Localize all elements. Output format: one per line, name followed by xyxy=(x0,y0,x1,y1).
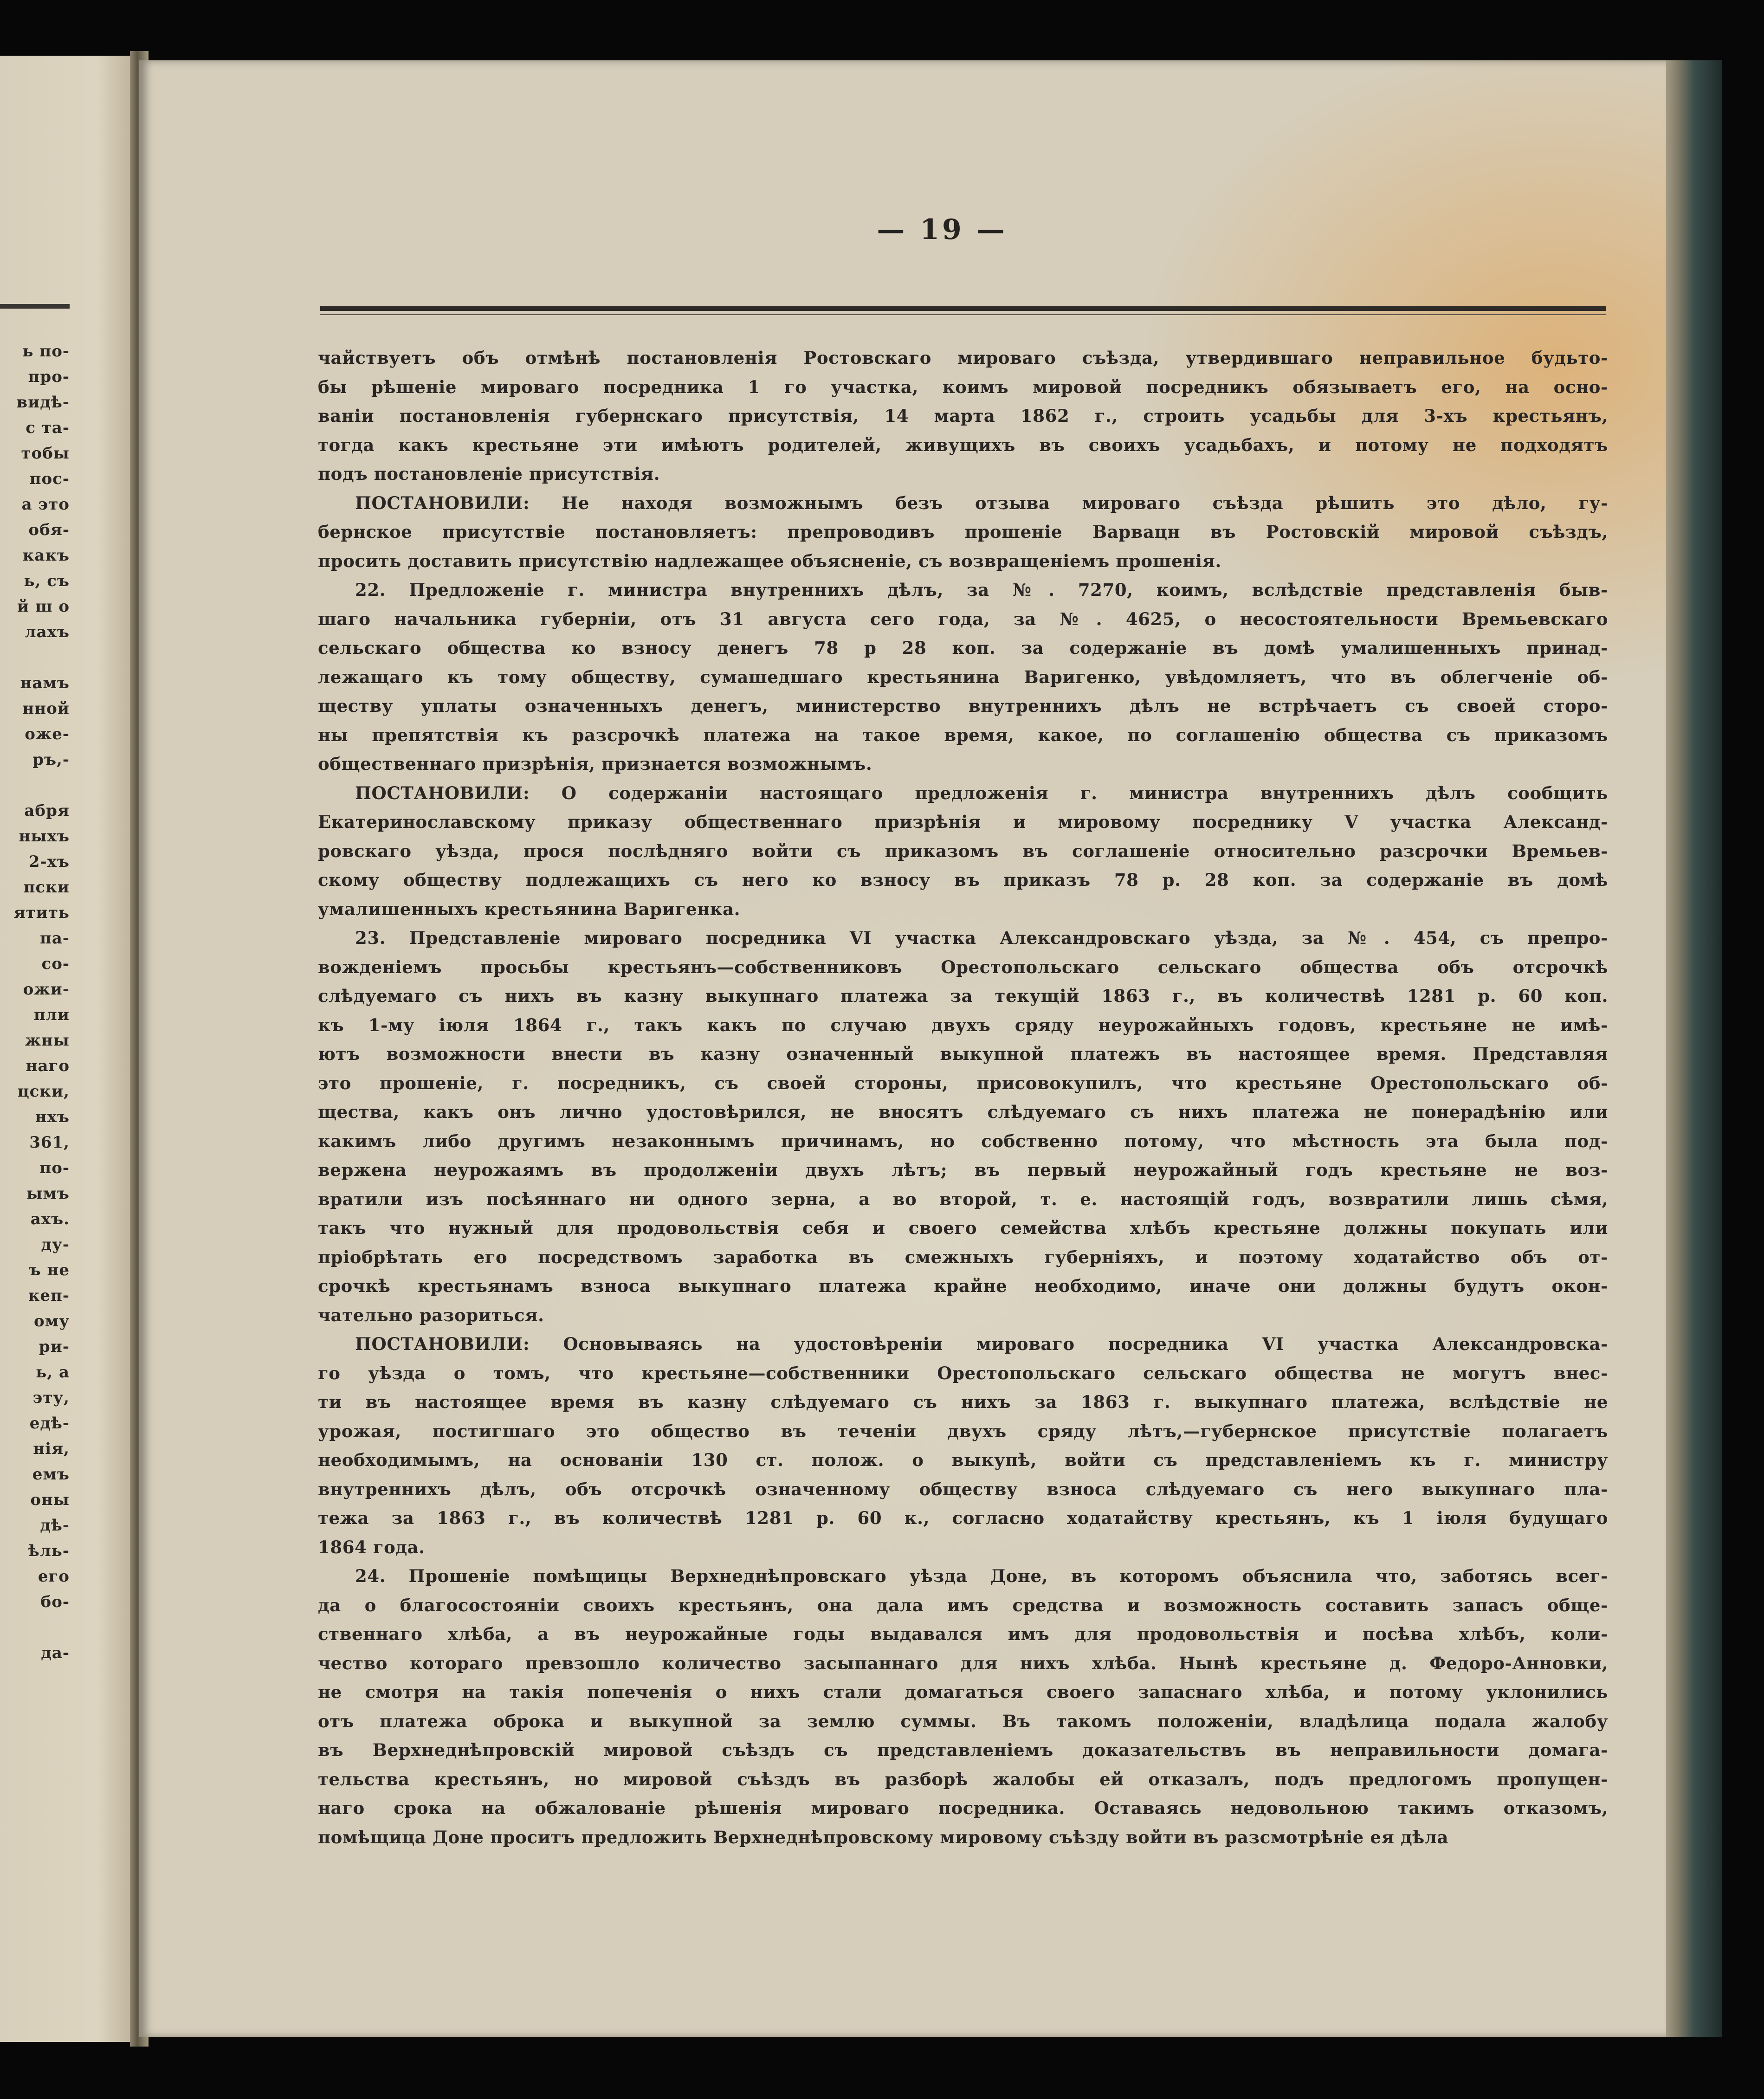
text-line: какимъ либо другимъ незаконнымъ причинамъ, но собственно потому, что мѣстность эта была под- xyxy=(318,1130,1608,1151)
text-line: просить доставить присутствію надлежащее объясненіе, съ возвращеніемъ прошенія. xyxy=(318,550,1221,571)
left-page-fragment: ѣль- xyxy=(28,1542,70,1560)
left-page-fragment: видѣ- xyxy=(16,393,70,412)
left-page-fragment: 2-хъ xyxy=(28,853,70,871)
left-page-fragment: его xyxy=(38,1567,70,1586)
left-page-fragment: нхъ xyxy=(35,1108,70,1126)
text-line: общественнаго призрѣнія, признается возможнымъ. xyxy=(318,754,872,774)
left-page-fragment: ь, съ xyxy=(24,572,70,590)
text-line: необходимымъ, на основаніи 130 ст. полож. о выкупѣ, войти съ представленіемъ къ г. министру xyxy=(318,1450,1608,1470)
text-line: бы рѣшеніе мироваго посредника 1 го участка, коимъ мировой посредникъ обязываетъ его, на осно- xyxy=(318,376,1608,397)
left-page-fragment: наго xyxy=(26,1057,70,1075)
left-page-fragment: оны xyxy=(30,1491,70,1509)
left-page-fragment: кеп- xyxy=(28,1286,70,1305)
left-page-fragment: намъ xyxy=(20,674,70,692)
left-page-fragment: пски xyxy=(23,878,70,897)
left-page-fragment: оже- xyxy=(25,725,70,743)
left-page-fragment: да- xyxy=(41,1644,70,1662)
left-page-fragment: ду- xyxy=(41,1235,70,1254)
text-line: го уѣзда о томъ, что крестьяне—собственники Орестопольскаго сельскаго общества не могутъ внес- xyxy=(318,1363,1608,1383)
left-page-fragment: жны xyxy=(25,1031,70,1050)
left-page-fragment: й ш о xyxy=(17,597,70,616)
text-line: умалишенныхъ крестьянина Варигенка. xyxy=(318,898,741,919)
left-page-fragment: пос- xyxy=(29,470,70,488)
left-page-text-fragments xyxy=(0,339,70,1666)
left-page-fragment xyxy=(0,645,70,671)
text-line: вожденіемъ просьбы крестьянъ—собственниковъ Орестопольскаго сельскаго общества объ отсрочкѣ xyxy=(318,956,1608,977)
text-line: вратили изъ посѣяннаго ни одного зерна, а во второй, т. е. настоящій годъ, возвратили лишь сѣмя, xyxy=(318,1188,1608,1209)
document-page xyxy=(139,60,1666,2037)
text-line: тогда какъ крестьяне эти имѣютъ родителей, живущихъ въ своихъ усадьбахъ, и потому не подходятъ xyxy=(318,434,1608,455)
left-page-fragment: ныхъ xyxy=(19,827,70,846)
left-page-fragment: ри- xyxy=(39,1337,70,1356)
text-line: отъ платежа оброка и выкупной за землю суммы. Въ такомъ положеніи, владѣлица подала жалобу xyxy=(318,1711,1608,1731)
text-line: ны препятствія къ разсрочкѣ платежа на такое время, какое, по соглашенію общества съ приказомъ xyxy=(318,724,1608,745)
left-page-fragment: ожи- xyxy=(23,980,70,999)
left-page-fragment: дѣ- xyxy=(40,1516,70,1535)
left-page-fragment: абря xyxy=(24,801,70,820)
text-line: да о благосостояніи своихъ крестьянъ, она дала имъ средства и возможность составить запасъ обще- xyxy=(318,1595,1608,1615)
left-page-fragment: тобы xyxy=(21,444,70,463)
text-line: бернское присутствіе постановляетъ: препроводивъ прошеніе Варвацн въ Ростовскій мировой съѣздъ, xyxy=(318,522,1608,542)
text-line: урожая, постигшаго это общество въ теченіи двухъ сряду лѣтъ,—губернское присутствіе полагаетъ xyxy=(318,1421,1608,1441)
left-page-fragment: бо- xyxy=(40,1593,70,1611)
header-rule xyxy=(320,306,1606,311)
left-page-fragment: про- xyxy=(28,368,70,386)
left-page-fragment: ъ не xyxy=(28,1261,70,1279)
text-line: къ 1-му іюля 1864 г., такъ какъ по случаю двухъ сряду неурожайныхъ годовъ, крестьяне не имѣ- xyxy=(318,1014,1608,1035)
text-line: 22. Предложеніе г. министра внутреннихъ дѣлъ, за №. 7270, коимъ, вслѣдствіе представленія быв- xyxy=(355,580,1608,600)
left-page-fragment: па- xyxy=(39,929,70,948)
left-page-header-rule xyxy=(0,304,70,309)
body-text xyxy=(318,343,1608,1852)
text-line: ти въ настоящее время въ казну слѣдуемаго съ нихъ за 1863 г. выкупнаго платежа, вслѣдствіе не xyxy=(318,1392,1608,1412)
left-page-fragment: ятить xyxy=(13,904,70,922)
left-page-fragment: ь, а xyxy=(36,1363,70,1382)
text-line: ПОСТАНОВИЛИ: О содержаніи настоящаго предложенія г. министра внутреннихъ дѣлъ сообщить xyxy=(355,782,1608,803)
text-line: срочкѣ крестьянамъ взноса выкупнаго платежа крайне необходимо, иначе они должны будутъ окон- xyxy=(318,1276,1608,1296)
left-page-fragment: едѣ- xyxy=(29,1414,70,1433)
left-page-fragment: обя- xyxy=(28,521,70,539)
text-line: не смотря на такія попеченія о нихъ стали домагаться своего запаснаго хлѣба, и потому уклонились xyxy=(318,1682,1608,1702)
text-line: скому обществу подлежащихъ съ него ко взносу въ приказъ 78 р. 28 коп. за содержаніе въ домѣ xyxy=(318,870,1608,890)
text-line: ваніи постановленія губернскаго присутствія, 14 марта 1862 г., строить усадьбы для 3-хъ крестьянъ, xyxy=(318,406,1608,426)
text-line: чество котораго превзошло количество засыпаннаго для нихъ хлѣба. Нынѣ крестьяне д. Федоро-Анновки, xyxy=(318,1653,1608,1673)
text-line: это прошеніе, г. посредникъ, съ своей стороны, присовокупилъ, что крестьяне Орестопольскаго об- xyxy=(318,1072,1608,1093)
left-page-fragment: а это xyxy=(21,495,70,514)
left-page-fragment: лахъ xyxy=(25,623,70,641)
left-page-fragment: ымъ xyxy=(26,1184,70,1203)
text-line: слѣдуемаго съ нихъ въ казну выкупнаго платежа за текущій 1863 г., въ количествѣ 1281 р. 60 коп. xyxy=(318,986,1608,1006)
left-page-fragment: по- xyxy=(39,1159,70,1177)
text-line: пріобрѣтать его посредствомъ заработка въ смежныхъ губерніяхъ, и поэтому ходатайство объ от- xyxy=(318,1246,1608,1267)
page-number: — 19 — xyxy=(877,213,1008,246)
left-page-fragment: эту, xyxy=(32,1389,70,1407)
text-line: вержена неурожаямъ въ продолженіи двухъ лѣтъ; въ первый неурожайный годъ крестьяне не воз- xyxy=(318,1160,1608,1180)
left-page-fragment: какъ xyxy=(22,546,70,565)
left-page-fragment xyxy=(0,773,70,798)
left-page-fragment: ому xyxy=(34,1312,70,1330)
left-page-fragment: цски, xyxy=(17,1082,70,1101)
text-line: сельскаго общества ко взносу денегъ 78 р 28 коп. за содержаніе въ домѣ умалишенныхъ принад- xyxy=(318,638,1608,658)
left-page-fragment: ръ,- xyxy=(32,750,70,769)
left-page-fragment: ь по- xyxy=(22,342,70,361)
text-line: помѣщица Доне проситъ предложить Верхнеднѣпровскому мировому съѣзду войти въ разсмотрѣніе ея дѣла xyxy=(318,1827,1449,1847)
text-line: 1864 года. xyxy=(318,1537,425,1557)
left-page-fragment xyxy=(0,1615,70,1640)
text-line: ПОСТАНОВИЛИ: Основываясь на удостовѣреніи мироваго посредника VI участка Александровска- xyxy=(355,1334,1608,1354)
text-line: внутреннихъ дѣлъ, объ отсрочкѣ означенному обществу взноса слѣдуемаго съ него выкупнаго пла- xyxy=(318,1479,1608,1499)
left-page-fragment: нія, xyxy=(33,1440,70,1458)
text-line: ютъ возможности внести въ казну означенный выкупной платежъ въ настоящее время. Представляя xyxy=(318,1044,1608,1064)
text-line: подъ постановленіе присутствія. xyxy=(318,464,660,484)
text-line: ПОСТАНОВИЛИ: Не находя возможнымъ безъ отзыва мироваго съѣзда рѣшить это дѣло, гу- xyxy=(355,492,1608,513)
text-line: 24. Прошеніе помѣщицы Верхнеднѣпровскаго уѣзда Доне, въ которомъ объяснила что, заботясь всег- xyxy=(355,1566,1608,1586)
text-line: наго срока на обжалованіе рѣшенія мироваго посредника. Оставаясь недовольною такимъ отказомъ, xyxy=(318,1798,1608,1818)
left-page-fragment: со- xyxy=(41,955,70,973)
text-line: ровскаго уѣзда, прося послѣдняго войти съ приказомъ въ соглашеніе относительно разсрочки Времьев- xyxy=(318,840,1608,861)
text-line: 23. Представленіе мироваго посредника VI участка Александровскаго уѣзда, за №. 454, съ препро- xyxy=(355,928,1608,948)
text-line: въ Верхнеднѣпровскій мировой съѣздъ съ представленіемъ доказательствъ въ неправильности домага- xyxy=(318,1740,1608,1760)
left-page-fragment: нной xyxy=(22,699,70,718)
text-line: щества, какъ онъ лично удостовѣрился, не вносятъ слѣдуемаго съ нихъ платежа не понерадѣнію или xyxy=(318,1102,1608,1122)
left-page-fragment: с та- xyxy=(26,419,70,437)
left-page-fragment: пли xyxy=(33,1006,70,1024)
text-line: лежащаго къ тому обществу, сумашедшаго крестьянина Варигенко, увѣдомляетъ, что въ облегченіе об- xyxy=(318,666,1608,687)
left-page-edge xyxy=(0,56,139,2042)
text-line: такъ что нужный для продовольствія себя и своего семейства хлѣбъ крестьяне должны покупать или xyxy=(318,1218,1608,1238)
text-line: ственнаго хлѣба, а въ неурожайные годы выдавался имъ для продовольствія и посѣва хлѣбъ, коли- xyxy=(318,1624,1608,1644)
text-line: тельства крестьянъ, но мировой съѣздъ въ разборѣ жалобы ей отказалъ, подъ предлогомъ пропущен- xyxy=(318,1769,1608,1789)
left-page-fragment: 361, xyxy=(29,1133,70,1152)
text-line: чательно разориться. xyxy=(318,1305,544,1325)
left-page-fragment: емъ xyxy=(32,1465,70,1484)
text-line: чайствуетъ объ отмѣнѣ постановленія Ростовскаго мироваго съѣзда, утвердившаго неправильное будьто- xyxy=(318,348,1608,368)
text-line: тежа за 1863 г., въ количествѣ 1281 р. 60 к., согласно ходатайству крестьянъ, къ 1 іюля будущаго xyxy=(318,1508,1608,1528)
text-line: ществу уплаты означенныхъ денегъ, министерство внутреннихъ дѣлъ не встрѣчаетъ съ своей сторо- xyxy=(318,696,1608,716)
text-line: Екатеринославскому приказу общественнаго призрѣнія и мировому посреднику V участка Александ- xyxy=(318,812,1608,832)
header-rule-thin xyxy=(320,314,1606,315)
text-line: шаго начальника губерніи, отъ 31 августа сего года, за №. 4625, о несостоятельности Времьевскаго xyxy=(318,608,1608,629)
left-page-fragment: ахъ. xyxy=(30,1210,70,1228)
